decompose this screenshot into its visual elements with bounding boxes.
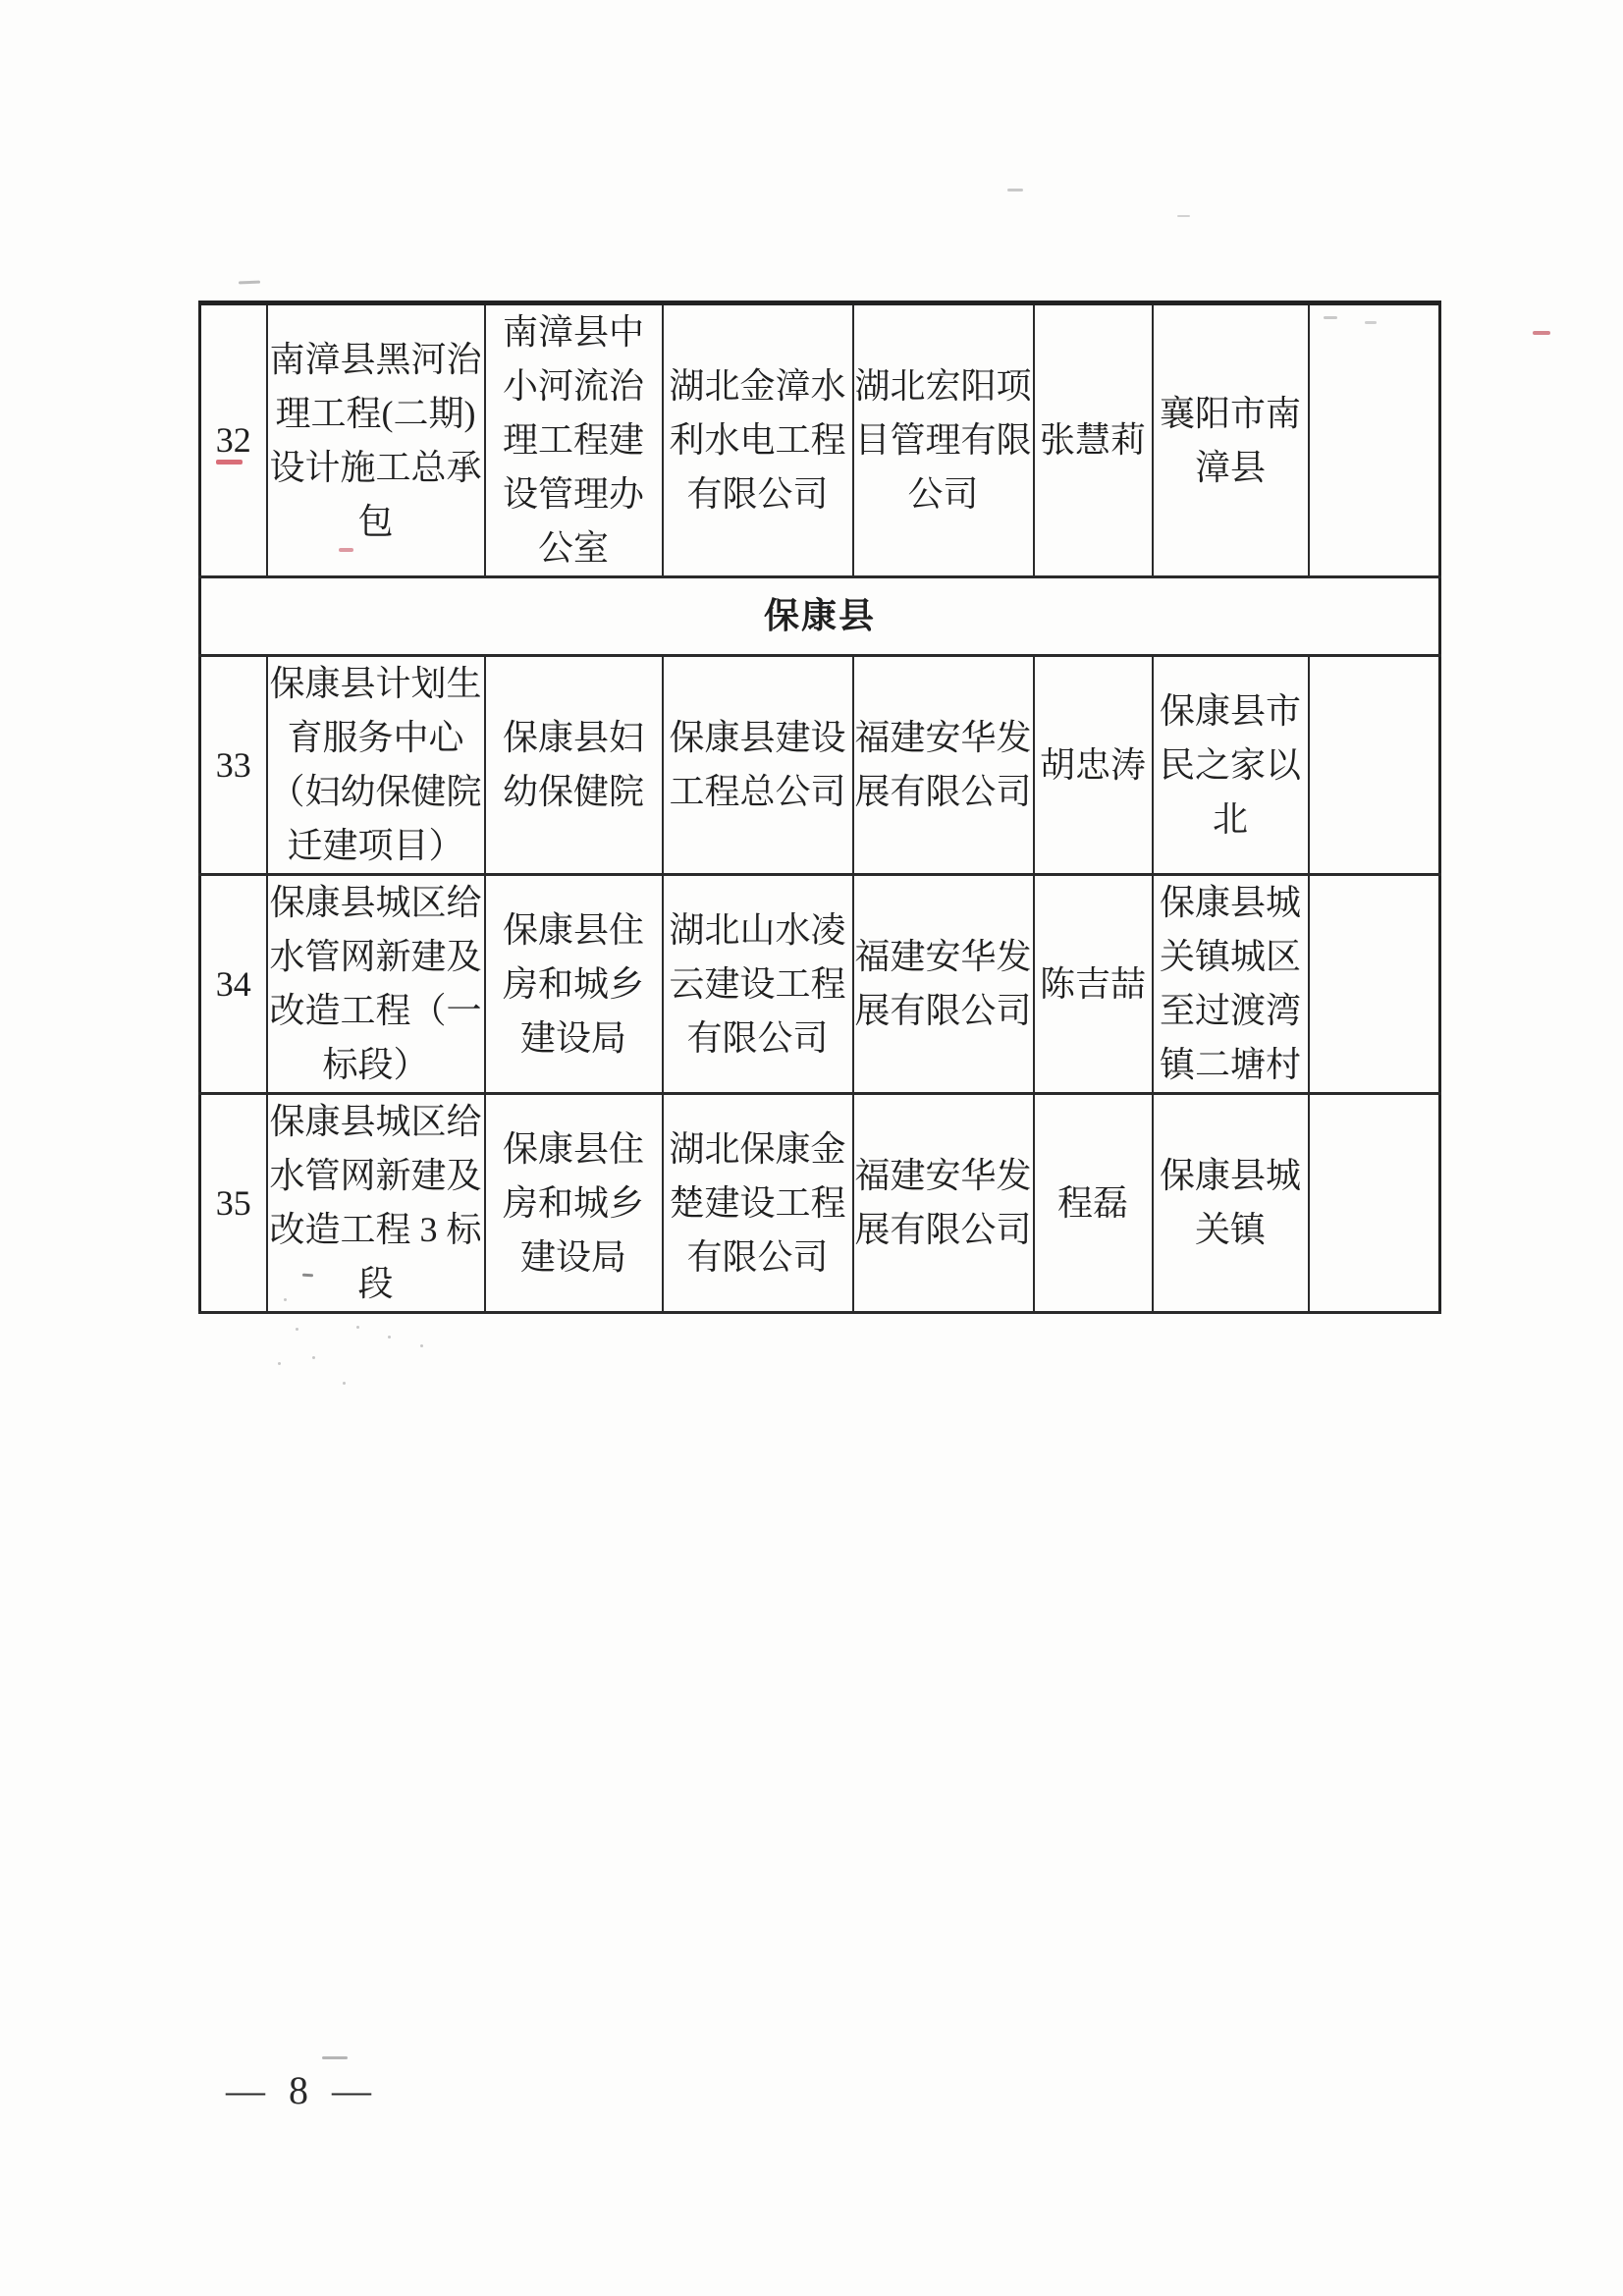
- project-approval-table: [198, 301, 1441, 1314]
- table-row-34: [200, 875, 1440, 1094]
- cell-seq-number: 32: [200, 303, 267, 577]
- scan-speckle: [278, 1362, 281, 1365]
- cell-seq-number: 34: [200, 875, 267, 1094]
- cell-remark: [1309, 1094, 1440, 1313]
- scan-speckle: [356, 1326, 359, 1329]
- scan-speckle: [343, 1382, 346, 1385]
- cell-remark: [1309, 875, 1440, 1094]
- cell-supervisor-unit: 福建安华发展有限公司: [853, 1094, 1034, 1313]
- section-header-baokang: 保康县: [200, 577, 1440, 656]
- cell-remark: [1309, 303, 1440, 577]
- scan-artifact: [322, 2056, 348, 2059]
- table-row-35: [200, 1094, 1440, 1313]
- scan-artifact: [1324, 316, 1337, 319]
- cell-project-name: 南漳县黑河治理工程(二期)设计施工总承包: [267, 303, 485, 577]
- cell-owner-unit: 保康县妇幼保健院: [485, 656, 663, 875]
- cell-owner-unit: 保康县住房和城乡建设局: [485, 875, 663, 1094]
- table-row-32: [200, 303, 1440, 577]
- scan-artifact: [1365, 321, 1377, 324]
- scan-artifact-pencil-mark: [302, 1274, 313, 1278]
- scan-speckle: [420, 1344, 423, 1347]
- cell-remark: [1309, 656, 1440, 875]
- table-row-33: [200, 656, 1440, 875]
- scan-speckle: [296, 1328, 298, 1331]
- cell-supervisor-unit: 福建安华发展有限公司: [853, 875, 1034, 1094]
- cell-project-location: 保康县城关镇城区至过渡湾镇二塘村: [1153, 875, 1309, 1094]
- page-number: — 8 —: [226, 2068, 378, 2112]
- cell-seq-number: 35: [200, 1094, 267, 1313]
- cell-person-name: 胡忠涛: [1034, 656, 1153, 875]
- cell-project-name: 保康县城区给水管网新建及改造工程 3 标段: [267, 1094, 485, 1313]
- scan-artifact: [239, 281, 260, 285]
- scan-artifact-red-mark: [339, 548, 353, 552]
- scan-artifact-red-mark: [1533, 331, 1550, 335]
- cell-supervisor-unit: 福建安华发展有限公司: [853, 656, 1034, 875]
- cell-seq-number: 33: [200, 656, 267, 875]
- cell-contractor-unit: 湖北山水凌云建设工程有限公司: [663, 875, 853, 1094]
- scan-artifact: [1177, 215, 1190, 217]
- cell-person-name: 陈吉喆: [1034, 875, 1153, 1094]
- scan-artifact-red-mark: [216, 460, 243, 465]
- cell-supervisor-unit: 湖北宏阳项目管理有限公司: [853, 303, 1034, 577]
- cell-project-name: 保康县城区给水管网新建及改造工程（一标段）: [267, 875, 485, 1094]
- cell-contractor-unit: 湖北金漳水利水电工程有限公司: [663, 303, 853, 577]
- scan-speckle: [388, 1336, 391, 1339]
- cell-owner-unit: 南漳县中小河流治理工程建设管理办公室: [485, 303, 663, 577]
- cell-project-location: 保康县城关镇: [1153, 1094, 1309, 1313]
- cell-owner-unit: 保康县住房和城乡建设局: [485, 1094, 663, 1313]
- cell-contractor-unit: 湖北保康金楚建设工程有限公司: [663, 1094, 853, 1313]
- cell-contractor-unit: 保康县建设工程总公司: [663, 656, 853, 875]
- cell-project-name: 保康县计划生育服务中心（妇幼保健院迁建项目）: [267, 656, 485, 875]
- cell-person-name: 程磊: [1034, 1094, 1153, 1313]
- cell-person-name: 张慧莉: [1034, 303, 1153, 577]
- scan-speckle: [284, 1298, 287, 1301]
- scan-artifact: [1007, 189, 1023, 191]
- cell-project-location: 襄阳市南漳县: [1153, 303, 1309, 577]
- cell-project-location: 保康县市民之家以北: [1153, 656, 1309, 875]
- section-header-row: [200, 577, 1440, 656]
- scan-speckle: [312, 1356, 315, 1359]
